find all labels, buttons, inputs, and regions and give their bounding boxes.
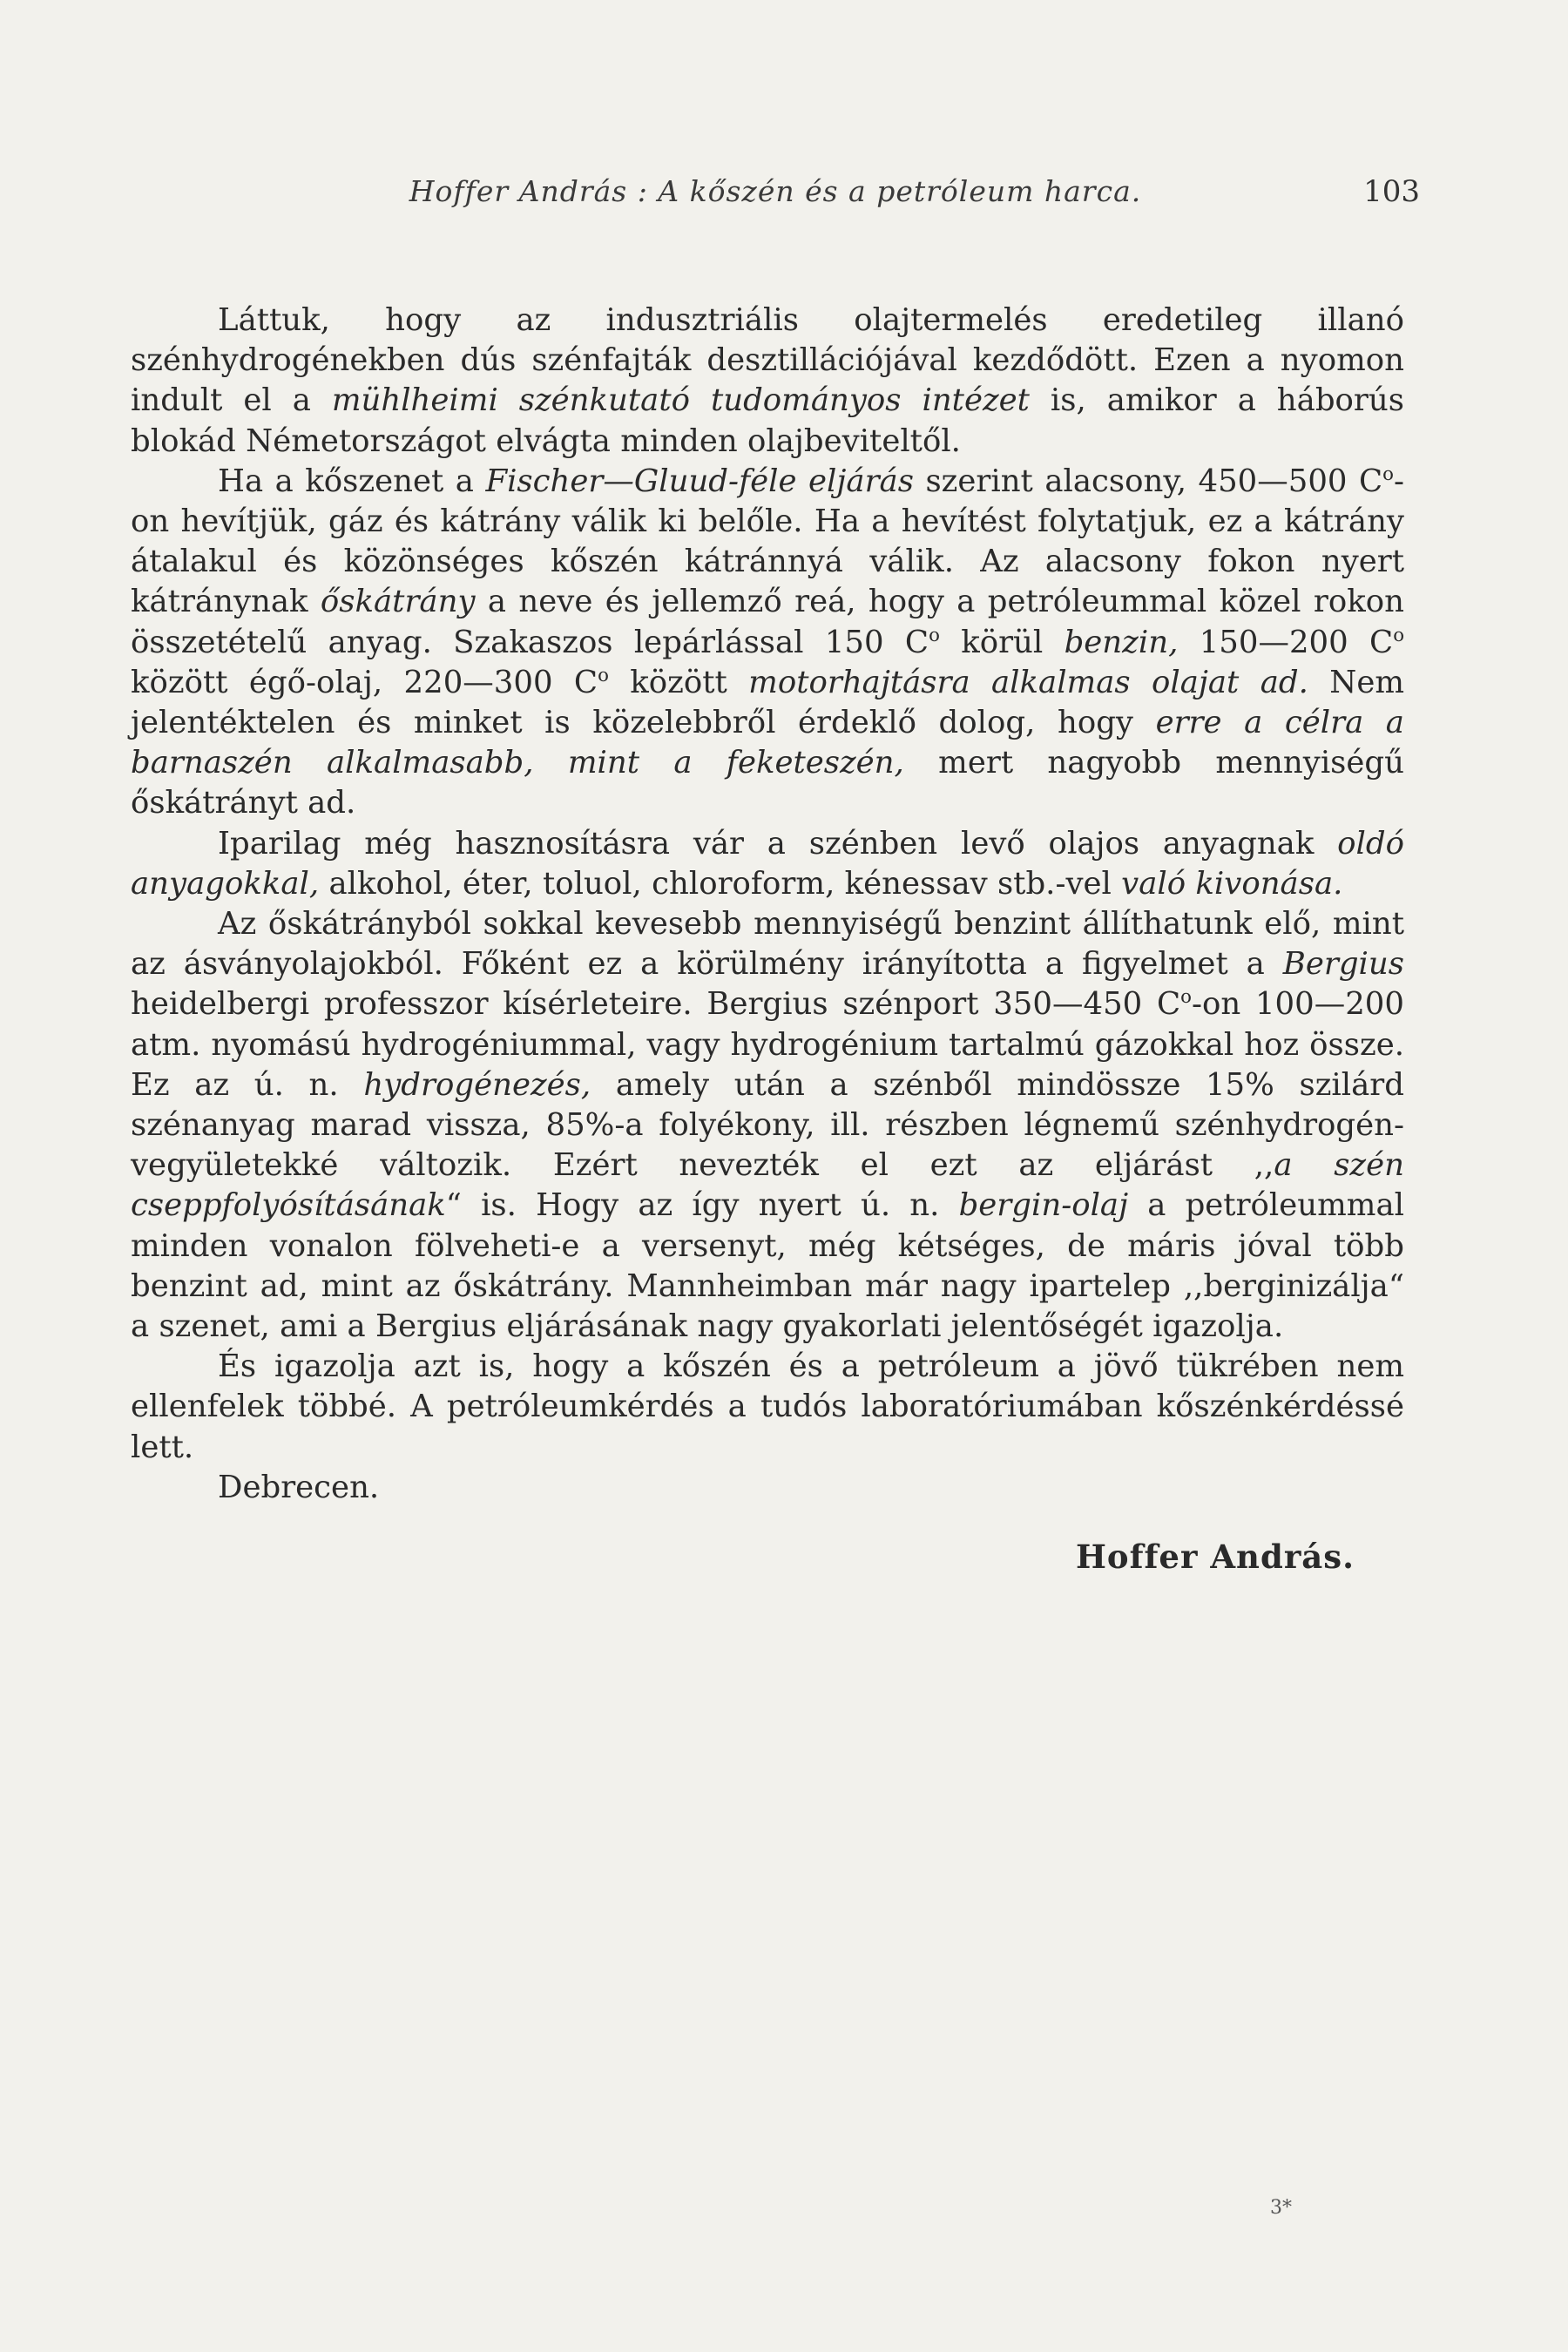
italic-text: hydrogénezés, xyxy=(363,1066,591,1103)
article-body xyxy=(131,301,1404,1508)
text-run: Ha a kőszenet a xyxy=(218,463,486,499)
text-run: heidelbergi professzor kísérleteire. Bergius szénport 350—450 C xyxy=(131,986,1181,1023)
italic-text: Bergius xyxy=(1282,946,1404,983)
superscript: o xyxy=(1382,463,1394,485)
text-run: között égő-olaj, 220—300 C xyxy=(131,664,598,700)
italic-text: erre a célra a barnaszén alkalmasabb, mint a feketeszén, xyxy=(131,705,1404,781)
superscript: o xyxy=(1180,986,1192,1009)
superscript: o xyxy=(929,624,940,646)
text-run: Az őskátrányból sokkal kevesebb mennyiségű benzint állíthatunk elő, mint az ásványolajokból. Főként ez a körülmény irányította a figyelmet a xyxy=(131,906,1404,983)
italic-text: a szén cseppfolyósításának xyxy=(131,1147,1404,1224)
text-run: amely után a szénből mindössze 15% szilárd szénanyag marad vissza, 85%-a folyékony, ill. részben légnemű szénhydrogén-vegyületekké változik. Ezért nevezték el ezt az eljárást ,, xyxy=(131,1066,1405,1184)
italic-text: Fischer—Gluud-féle eljárás xyxy=(485,463,914,499)
paragraph xyxy=(131,1347,1404,1468)
italic-text: mühlheimi szénkutató tudományos intézet xyxy=(331,382,1030,419)
paragraph xyxy=(131,904,1404,1347)
superscript: o xyxy=(1393,624,1405,646)
paragraph xyxy=(131,301,1404,462)
text-run: alkohol, éter, toluol, chloroform, kénessav stb.-vel xyxy=(319,865,1122,902)
italic-text: oldó anyagokkal, xyxy=(131,825,1404,902)
signature-mark: 3* xyxy=(1270,2197,1292,2219)
place-line: Debrecen. xyxy=(218,1469,380,1505)
author-signature: Hoffer András. xyxy=(1075,1538,1355,1576)
paragraphs xyxy=(131,301,1404,1468)
text-run: És igazolja azt is, hogy a kőszén és a petróleum a jövő tükrében nem ellenfelek többé. A petróleumkérdés a tudós laboratóriumában kőszénkérdéssé lett. xyxy=(131,1348,1404,1465)
text-run: Iparilag még hasznosításra vár a szénben levő olajos anyagnak xyxy=(218,825,1338,862)
text-run: is, amikor a háborús blokád Németországot elvágta minden olajbeviteltől. xyxy=(131,382,1404,459)
page-number: 103 xyxy=(1363,174,1420,209)
text-run: mert nagyobb mennyiségű őskátrányt ad. xyxy=(131,745,1404,821)
italic-text: motorhajtásra alkalmas olajat ad. xyxy=(748,664,1308,700)
text-run: a petróleummal minden vonalon fölveheti-e a versenyt, még kétséges, de máris jóval több benzint ad, mint az őskátrány. Mannheimban már nagy ipartelep ,,berginizálja“ a szenet, ami a Bergius eljárásának nagy gyakorlati jelentőségét igazolja. xyxy=(131,1187,1404,1345)
text-run: között xyxy=(608,664,749,700)
italic-text: való kivonása. xyxy=(1121,865,1343,902)
italic-text: bergin-olaj xyxy=(958,1187,1129,1224)
text-run: 150—200 C xyxy=(1178,624,1394,660)
text-run: Nem jelentéktelen és minket is közelebbről érdeklő dolog, hogy xyxy=(131,664,1404,741)
paragraph xyxy=(131,462,1404,824)
superscript: o xyxy=(598,665,609,686)
running-head xyxy=(131,174,1420,218)
italic-text: benzin, xyxy=(1064,624,1179,660)
text-run: szerint alacsony, 450—500 C xyxy=(913,463,1383,499)
text-run: a neve és jellemző reá, hogy a petróleummal közel rokon összetételű anyag. Szakaszos lepárlással 150 C xyxy=(131,584,1404,660)
italic-text: őskátrány xyxy=(320,584,476,620)
text-run: körül xyxy=(939,624,1064,660)
running-title: Hoffer András : A kőszén és a petróleum harca. xyxy=(409,174,1142,208)
text-run: -on 100—200 atm. nyomású hydrogéniummal, vagy hydrogénium tartalmú gázokkal hoz össze. Ez az ú. n. xyxy=(131,986,1404,1103)
text-run: -on hevítjük, gáz és kátrány válik ki belőle. Ha a hevítést folytatjuk, ez a kátrány átalakul és közönséges kőszén kátránnyá válik. Az alacsony fokon nyert kátránynak xyxy=(131,463,1404,620)
text-run: Láttuk, hogy az indusztriális olajtermelés eredetileg illanó szénhydrogénekben dús szénfajták desztillációjával kezdődött. Ezen a nyomon indult el a xyxy=(131,302,1404,419)
text-run: “ is. Hogy az így nyert ú. n. xyxy=(445,1187,959,1224)
paragraph xyxy=(131,824,1404,904)
